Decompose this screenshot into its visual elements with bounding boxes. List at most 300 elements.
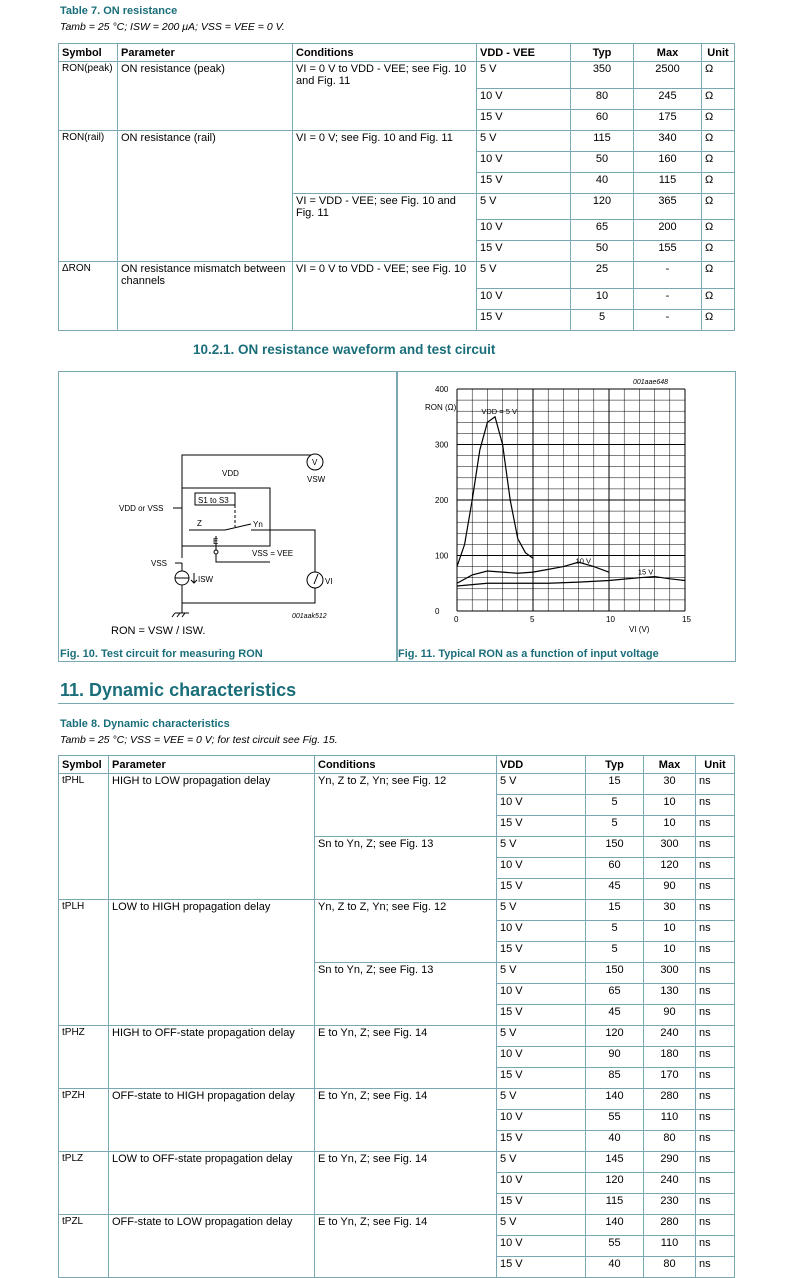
table8-cell xyxy=(109,942,315,963)
table8-cell: 5 xyxy=(586,795,644,816)
table-row xyxy=(59,1110,735,1131)
table8-cell: ns xyxy=(696,795,735,816)
table8-cell: ns xyxy=(696,774,735,795)
table7-cell: 200 xyxy=(634,220,702,241)
table8-cell: 15 V xyxy=(497,1194,586,1215)
table7-header-3: VDD - VEE xyxy=(477,44,571,62)
table7-cell xyxy=(59,88,118,109)
table7-cell: RON(peak) xyxy=(59,62,118,89)
table8-cell xyxy=(315,1131,497,1152)
table8-cell xyxy=(109,1257,315,1278)
table-row xyxy=(59,220,735,241)
table8-cell: 10 xyxy=(644,921,696,942)
table-row xyxy=(59,172,735,193)
table8-cell xyxy=(59,1005,109,1026)
table8-cell: 80 xyxy=(644,1257,696,1278)
table8-cell: 300 xyxy=(644,963,696,984)
table8-caption: Table 8. Dynamic characteristics xyxy=(60,718,230,730)
table-row xyxy=(59,1026,735,1047)
table7-cell: 80 xyxy=(571,88,634,109)
table8-cell: 30 xyxy=(644,774,696,795)
table-row xyxy=(59,837,735,858)
fig10-v-label: V xyxy=(312,458,318,467)
table8-cell: ns xyxy=(696,1047,735,1068)
table8-cell: 30 xyxy=(644,900,696,921)
table8-cell: 170 xyxy=(644,1068,696,1089)
table8-cell: E to Yn, Z; see Fig. 14 xyxy=(315,1026,497,1047)
table7-cell xyxy=(59,151,118,172)
table7-cell xyxy=(293,88,477,109)
table8-cell: 80 xyxy=(644,1131,696,1152)
table7-cell: 10 V xyxy=(477,220,571,241)
table7-cell xyxy=(118,88,293,109)
table7-cell xyxy=(293,241,477,262)
table7-cell: RON(rail) xyxy=(59,130,118,151)
table8-cell xyxy=(109,1005,315,1026)
table8-cell: 150 xyxy=(586,837,644,858)
table8-cell: E to Yn, Z; see Fig. 14 xyxy=(315,1089,497,1110)
table7-cell: 5 xyxy=(571,309,634,330)
fig10-code: 001aak512 xyxy=(292,613,327,620)
table7-cell: ON resistance (peak) xyxy=(118,62,293,89)
table8-cell: ns xyxy=(696,984,735,1005)
table7-cell xyxy=(118,151,293,172)
section-rule xyxy=(58,703,734,704)
table8-cell: 115 xyxy=(586,1194,644,1215)
table7-cell: 15 V xyxy=(477,109,571,130)
table7-cell: 175 xyxy=(634,109,702,130)
table-row xyxy=(59,879,735,900)
table8-cell: tPLH xyxy=(59,900,109,921)
table7-cell: VI = 0 V to VDD - VEE; see Fig. 10 xyxy=(293,262,477,289)
table8-cell xyxy=(59,1068,109,1089)
table8-cell: 240 xyxy=(644,1026,696,1047)
x-tick-label: 10 xyxy=(606,615,615,624)
section-heading-10-2-1: 10.2.1. ON resistance waveform and test circuit xyxy=(193,342,496,357)
table8-cell: ns xyxy=(696,1131,735,1152)
y-tick-label: 0 xyxy=(435,607,440,616)
table7-cell: 5 V xyxy=(477,193,571,220)
table7-cell: ON resistance (rail) xyxy=(118,130,293,151)
table8-cell: LOW to HIGH propagation delay xyxy=(109,900,315,921)
fig11-caption: Fig. 11. Typical RON as a function of input voltage xyxy=(398,648,659,660)
table8-cell: 150 xyxy=(586,963,644,984)
table8-cell: 90 xyxy=(644,1005,696,1026)
table8-cell: 15 V xyxy=(497,1131,586,1152)
table-row xyxy=(59,193,735,220)
table8-cell xyxy=(315,858,497,879)
table8-cell xyxy=(315,1236,497,1257)
table7-cell: 15 V xyxy=(477,309,571,330)
table8-cell xyxy=(59,816,109,837)
table8-cell: 5 V xyxy=(497,837,586,858)
x-axis-label: VI (V) xyxy=(629,625,650,634)
table7-cell: 10 V xyxy=(477,151,571,172)
table8-cell xyxy=(109,816,315,837)
table8-cell: ns xyxy=(696,900,735,921)
fig10-switch-label: S1 to S3 xyxy=(198,496,229,505)
table8-cell: ns xyxy=(696,1194,735,1215)
table8-cell: 10 V xyxy=(497,921,586,942)
table-row xyxy=(59,1194,735,1215)
table8-cell: ns xyxy=(696,1068,735,1089)
table8-cell: ns xyxy=(696,1173,735,1194)
table8-cell xyxy=(59,921,109,942)
table8-cell: Sn to Yn, Z; see Fig. 13 xyxy=(315,837,497,858)
table7-cell xyxy=(118,172,293,193)
table8-cell: 5 V xyxy=(497,774,586,795)
table-row xyxy=(59,1089,735,1110)
table8-cell xyxy=(59,837,109,858)
table8-cell: 5 xyxy=(586,942,644,963)
table8-cell: ns xyxy=(696,1215,735,1236)
table8-cell xyxy=(315,984,497,1005)
table8-cell: 5 xyxy=(586,921,644,942)
table8-cell: ns xyxy=(696,963,735,984)
table8-cell: 15 V xyxy=(497,1005,586,1026)
table8-cell: 280 xyxy=(644,1215,696,1236)
table8-cell xyxy=(315,1005,497,1026)
table7-cell: 115 xyxy=(634,172,702,193)
table8-cell xyxy=(315,1173,497,1194)
figure-10 xyxy=(58,371,398,662)
table8-cell: 120 xyxy=(586,1173,644,1194)
table8-cell: ns xyxy=(696,1089,735,1110)
table-row xyxy=(59,288,735,309)
table8-header-2: Conditions xyxy=(315,756,497,774)
table8-cell: 230 xyxy=(644,1194,696,1215)
table8-cell: 55 xyxy=(586,1110,644,1131)
table8-cell xyxy=(59,858,109,879)
table-row xyxy=(59,1047,735,1068)
table7-cell xyxy=(118,241,293,262)
table8-cell: ns xyxy=(696,1026,735,1047)
table8-cell: 85 xyxy=(586,1068,644,1089)
table7-cell: 155 xyxy=(634,241,702,262)
table7-cell: 25 xyxy=(571,262,634,289)
table8-cell xyxy=(109,795,315,816)
table-row xyxy=(59,130,735,151)
section-heading-11: 11. Dynamic characteristics xyxy=(60,680,297,700)
table8-cell xyxy=(109,1068,315,1089)
table7-cell: 10 xyxy=(571,288,634,309)
table7-cell: 160 xyxy=(634,151,702,172)
table8-cell xyxy=(315,816,497,837)
table8-cell xyxy=(315,942,497,963)
table8-cell: 5 xyxy=(586,816,644,837)
table7-cell xyxy=(118,109,293,130)
table7-cell: 50 xyxy=(571,241,634,262)
table8-cell: 45 xyxy=(586,879,644,900)
table8-cell: 5 V xyxy=(497,963,586,984)
table-row xyxy=(59,241,735,262)
table-row xyxy=(59,858,735,879)
table7-caption: Table 7. ON resistance xyxy=(60,5,178,17)
table8-cell: OFF-state to LOW propagation delay xyxy=(109,1215,315,1236)
table7-cell xyxy=(59,241,118,262)
table7-cell xyxy=(118,193,293,220)
table7-cell: 60 xyxy=(571,109,634,130)
table8-cell: ns xyxy=(696,1257,735,1278)
table8-cell xyxy=(315,1110,497,1131)
table8-cell: 180 xyxy=(644,1047,696,1068)
table8-cell xyxy=(59,1047,109,1068)
y-tick-label: 100 xyxy=(435,551,449,561)
fig10-caption: Fig. 10. Test circuit for measuring RON xyxy=(60,648,263,660)
table7-cell: Ω xyxy=(702,262,735,289)
table8-cell xyxy=(59,879,109,900)
table8-cell: E to Yn, Z; see Fig. 14 xyxy=(315,1152,497,1173)
table8-cell: HIGH to LOW propagation delay xyxy=(109,774,315,795)
table8-cell xyxy=(109,837,315,858)
table8-cell xyxy=(109,1047,315,1068)
table7-cell xyxy=(59,309,118,330)
table7-cell: VI = 0 V to VDD - VEE; see Fig. 10 and Fig. 11 xyxy=(293,62,477,89)
table-row xyxy=(59,1005,735,1026)
table8-cell: 10 V xyxy=(497,1173,586,1194)
table8-cell: 10 xyxy=(644,795,696,816)
table7-cell: 10 V xyxy=(477,288,571,309)
table7-cell xyxy=(293,288,477,309)
table7-cell: - xyxy=(634,309,702,330)
table7-header-2: Conditions xyxy=(293,44,477,62)
table8-cell: Yn, Z to Z, Yn; see Fig. 12 xyxy=(315,900,497,921)
table7-cell: Ω xyxy=(702,88,735,109)
table8-header-1: Parameter xyxy=(109,756,315,774)
table-row xyxy=(59,1257,735,1278)
table7-cell xyxy=(59,220,118,241)
table8-cell: 5 V xyxy=(497,1089,586,1110)
table8-cell: 15 V xyxy=(497,1068,586,1089)
table8-cell: 15 V xyxy=(497,942,586,963)
table8-cell xyxy=(59,1131,109,1152)
table7-cell: 15 V xyxy=(477,172,571,193)
table7-header-6: Unit xyxy=(702,44,735,62)
table8 xyxy=(58,755,735,1278)
table7-cell xyxy=(293,151,477,172)
table8-cell: 280 xyxy=(644,1089,696,1110)
fig11-code: 001aae648 xyxy=(633,379,669,386)
table7-cell: 245 xyxy=(634,88,702,109)
table8-cell: 240 xyxy=(644,1173,696,1194)
x-tick-label: 0 xyxy=(454,615,459,624)
table8-cell: 10 V xyxy=(497,984,586,1005)
table8-cell: ns xyxy=(696,1005,735,1026)
series-line-2 xyxy=(457,577,685,586)
table8-cell: tPZL xyxy=(59,1215,109,1236)
table8-header-6: Unit xyxy=(696,756,735,774)
fig10-circuit-diagram xyxy=(59,372,397,661)
table8-cell: ns xyxy=(696,1110,735,1131)
series-label-0: VDD = 5 V xyxy=(481,406,517,416)
table-row xyxy=(59,62,735,89)
table7-cell: 350 xyxy=(571,62,634,89)
table8-cell: tPHZ xyxy=(59,1026,109,1047)
table7-cell xyxy=(293,309,477,330)
table-row xyxy=(59,984,735,1005)
table7-cell xyxy=(59,172,118,193)
table8-cell xyxy=(109,1194,315,1215)
y-tick-label: 300 xyxy=(435,440,449,450)
table8-cell: 40 xyxy=(586,1257,644,1278)
table8-cell: 10 V xyxy=(497,1047,586,1068)
table7-cell: 5 V xyxy=(477,62,571,89)
table8-cell: ns xyxy=(696,921,735,942)
table8-cell xyxy=(315,795,497,816)
table-row xyxy=(59,262,735,289)
table8-cell xyxy=(109,984,315,1005)
fig10-isw-label: ISW xyxy=(198,575,214,584)
y-axis-label: RON (Ω) xyxy=(425,403,457,412)
table8-cell: 40 xyxy=(586,1131,644,1152)
table8-cell: ns xyxy=(696,1236,735,1257)
table7-cell: Ω xyxy=(702,193,735,220)
table8-cell xyxy=(109,1110,315,1131)
table8-cell: tPHL xyxy=(59,774,109,795)
figure-11 xyxy=(396,371,736,662)
table7-cell: Ω xyxy=(702,220,735,241)
table8-cell: 120 xyxy=(644,858,696,879)
table8-cell xyxy=(109,1131,315,1152)
x-tick-label: 5 xyxy=(530,615,535,624)
table8-cell xyxy=(109,858,315,879)
x-tick-label: 15 xyxy=(682,615,691,624)
table-row xyxy=(59,151,735,172)
fig10-e-label: E xyxy=(213,537,219,546)
table7-header-5: Max xyxy=(634,44,702,62)
table8-cell: 15 xyxy=(586,774,644,795)
table-row xyxy=(59,1131,735,1152)
table-row xyxy=(59,900,735,921)
table7-cell xyxy=(118,220,293,241)
y-tick-label: 400 xyxy=(435,385,449,394)
series-line-0 xyxy=(457,417,533,567)
table8-cell: 60 xyxy=(586,858,644,879)
table-row xyxy=(59,816,735,837)
table8-cell: 10 V xyxy=(497,1110,586,1131)
table-row xyxy=(59,1215,735,1236)
table7-cell: Ω xyxy=(702,309,735,330)
table7-cell: ON resistance mismatch between channels xyxy=(118,262,293,289)
table7-header-0: Symbol xyxy=(59,44,118,62)
table8-cell: Yn, Z to Z, Yn; see Fig. 12 xyxy=(315,774,497,795)
table-row xyxy=(59,1236,735,1257)
table8-cell xyxy=(59,1236,109,1257)
table8-cell: 145 xyxy=(586,1152,644,1173)
table8-cell: 5 V xyxy=(497,900,586,921)
table7-cell: Ω xyxy=(702,109,735,130)
table8-cell: 65 xyxy=(586,984,644,1005)
table8-cell xyxy=(59,1173,109,1194)
table8-header-0: Symbol xyxy=(59,756,109,774)
table8-cell: 15 V xyxy=(497,879,586,900)
table7-header-1: Parameter xyxy=(118,44,293,62)
table-row xyxy=(59,1173,735,1194)
table8-cell: 290 xyxy=(644,1152,696,1173)
table8-cell: Sn to Yn, Z; see Fig. 13 xyxy=(315,963,497,984)
table7-cell: 120 xyxy=(571,193,634,220)
table8-cell xyxy=(315,921,497,942)
table7-cell xyxy=(118,288,293,309)
table7 xyxy=(58,43,735,331)
table8-cell xyxy=(315,879,497,900)
table8-cell: ns xyxy=(696,816,735,837)
table8-cell: 110 xyxy=(644,1236,696,1257)
table8-cell xyxy=(59,1194,109,1215)
table8-cell: ns xyxy=(696,1152,735,1173)
table-row xyxy=(59,1152,735,1173)
table8-cell: tPLZ xyxy=(59,1152,109,1173)
table7-conditions: Tamb = 25 °C; ISW = 200 μA; VSS = VEE = 0 V. xyxy=(60,21,285,33)
table-row xyxy=(59,1068,735,1089)
table7-cell: 40 xyxy=(571,172,634,193)
table8-cell xyxy=(59,795,109,816)
table8-cell xyxy=(109,963,315,984)
table8-cell: OFF-state to HIGH propagation delay xyxy=(109,1089,315,1110)
table7-cell: Ω xyxy=(702,130,735,151)
table7-cell: 50 xyxy=(571,151,634,172)
y-tick-label: 200 xyxy=(435,496,449,505)
fig10-vss-label: VSS xyxy=(151,559,168,568)
table7-cell: 15 V xyxy=(477,241,571,262)
table7-cell: 365 xyxy=(634,193,702,220)
fig10-yn-label: Yn xyxy=(253,520,263,529)
table8-cell xyxy=(59,1257,109,1278)
table8-cell: 10 V xyxy=(497,1236,586,1257)
table8-cell: 45 xyxy=(586,1005,644,1026)
table7-cell: Ω xyxy=(702,288,735,309)
fig10-formula: RON = VSW / ISW. xyxy=(111,625,206,637)
table8-header-3: VDD xyxy=(497,756,586,774)
table7-cell: ΔRON xyxy=(59,262,118,289)
table8-cell: LOW to OFF-state propagation delay xyxy=(109,1152,315,1173)
table7-cell: Ω xyxy=(702,172,735,193)
table8-cell: tPZH xyxy=(59,1089,109,1110)
table7-cell: VI = 0 V; see Fig. 10 and Fig. 11 xyxy=(293,130,477,151)
table8-cell: HIGH to OFF-state propagation delay xyxy=(109,1026,315,1047)
table-row xyxy=(59,942,735,963)
table8-cell: 140 xyxy=(586,1089,644,1110)
table-row xyxy=(59,309,735,330)
table7-cell xyxy=(293,172,477,193)
table8-cell: 5 V xyxy=(497,1215,586,1236)
table7-cell xyxy=(118,309,293,330)
table-row xyxy=(59,109,735,130)
fig10-z-label: Z xyxy=(197,519,202,528)
table8-cell: 10 xyxy=(644,942,696,963)
table7-cell: 115 xyxy=(571,130,634,151)
table8-cell xyxy=(315,1257,497,1278)
table7-cell: 340 xyxy=(634,130,702,151)
table8-cell xyxy=(315,1194,497,1215)
table8-header-5: Max xyxy=(644,756,696,774)
table7-cell: 2500 xyxy=(634,62,702,89)
table8-cell xyxy=(59,942,109,963)
fig10-vss-vee-label: VSS = VEE xyxy=(252,549,294,558)
table7-cell: 5 V xyxy=(477,262,571,289)
table8-cell: ns xyxy=(696,858,735,879)
table7-cell: Ω xyxy=(702,151,735,172)
table8-cell: E to Yn, Z; see Fig. 14 xyxy=(315,1215,497,1236)
fig10-vi-label: VI xyxy=(325,577,333,586)
table7-cell: 10 V xyxy=(477,88,571,109)
table8-cell: 10 V xyxy=(497,795,586,816)
table7-cell xyxy=(59,193,118,220)
table8-cell xyxy=(315,1068,497,1089)
table7-cell: 5 V xyxy=(477,130,571,151)
table7-cell xyxy=(59,288,118,309)
table8-cell: 90 xyxy=(586,1047,644,1068)
